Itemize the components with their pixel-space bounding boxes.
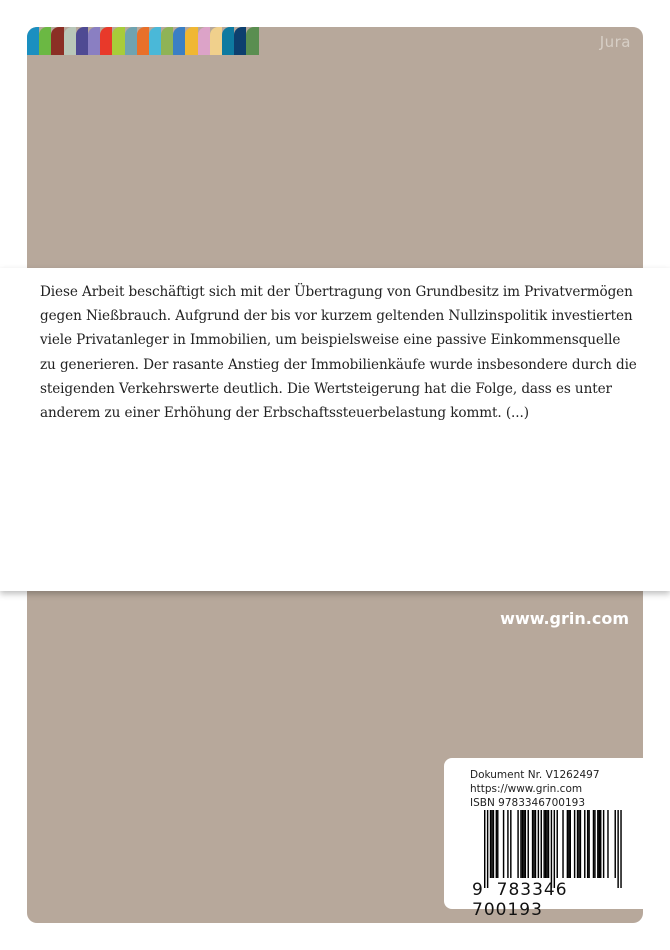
barcode-bar <box>490 810 491 878</box>
color-tab <box>234 27 246 55</box>
color-tab <box>51 27 63 55</box>
document-number: Dokument Nr. V1262497 <box>470 769 600 781</box>
category-label: Jura <box>599 33 631 51</box>
isbn-box <box>444 758 643 920</box>
color-tab <box>39 27 51 55</box>
color-tab <box>185 27 197 55</box>
barcode-bar <box>578 810 579 878</box>
barcode <box>484 810 624 888</box>
color-tab <box>64 27 76 55</box>
barcode-bar <box>546 810 547 878</box>
barcode-bar <box>594 810 595 878</box>
barcode-bar <box>541 810 542 878</box>
barcode-bar <box>487 810 488 888</box>
barcode-bar <box>503 810 504 878</box>
barcode-bar <box>520 810 521 878</box>
color-tab <box>161 27 173 55</box>
barcode-bar <box>535 810 536 878</box>
barcode-bar <box>588 810 589 878</box>
barcode-bar <box>568 810 569 878</box>
barcode-bar <box>574 810 575 878</box>
barcode-bar <box>584 810 585 878</box>
color-tab <box>173 27 185 55</box>
barcode-bar <box>493 810 494 878</box>
barcode-bar <box>538 810 539 878</box>
color-tabs <box>27 27 259 55</box>
barcode-bar <box>577 810 578 878</box>
barcode-bar <box>525 810 526 878</box>
barcode-bar <box>545 810 546 878</box>
color-tab <box>210 27 222 55</box>
blurb-text: Diese Arbeit beschäftigt sich mit der Übertragung von Grundbesitz im Privatvermögen gegen Nießbrauch. Aufgrund der bis vor kurzem geltenden Nullzinspolitik investierten viele Privatanleger in Immobilien, um beispielsweise eine passive Einkommensquelle zu generieren. Der rasante Anstieg der Immobilienkäufe wurde insbesondere durch die steigenden Verkehrswerte deutlich. Die Wertsteigerung hat die Folge, dass es unter anderem zu einer Erhöhung der Erbschaftssteuerbelastung kommt. (...) <box>40 284 637 422</box>
barcode-bar <box>567 810 568 878</box>
barcode-number <box>472 880 643 920</box>
barcode-bar <box>532 810 533 878</box>
color-tab <box>222 27 234 55</box>
barcode-bar <box>543 810 544 878</box>
barcode-bar <box>570 810 571 878</box>
barcode-bar <box>551 810 552 888</box>
barcode-bar <box>620 810 621 888</box>
color-tab <box>88 27 100 55</box>
color-tab <box>246 27 258 55</box>
barcode-first-digit: 9 <box>472 880 484 900</box>
barcode-bar <box>615 810 616 878</box>
barcode-bar <box>617 810 618 888</box>
color-tab <box>27 27 39 55</box>
barcode-bar <box>557 810 558 878</box>
barcode-bar <box>587 810 588 878</box>
url-text: https://www.grin.com <box>470 783 583 795</box>
barcode-bar <box>597 810 598 878</box>
barcode-bar <box>554 810 555 888</box>
barcode-bar <box>522 810 523 878</box>
color-tab <box>76 27 88 55</box>
color-tab <box>112 27 124 55</box>
color-tab <box>137 27 149 55</box>
barcode-bar <box>484 810 485 888</box>
barcode-bar <box>580 810 581 878</box>
barcode-bar <box>593 810 594 878</box>
barcode-bar <box>533 810 534 878</box>
barcode-bar <box>603 810 604 878</box>
barcode-bar <box>599 810 600 878</box>
barcode-digits: 783346 700193 <box>472 880 568 920</box>
barcode-bar <box>491 810 492 878</box>
color-tab <box>198 27 210 55</box>
color-tab <box>100 27 112 55</box>
barcode-bar <box>562 810 563 878</box>
color-tab <box>149 27 161 55</box>
barcode-bar <box>517 810 518 878</box>
barcode-bar <box>528 810 529 878</box>
barcode-bar <box>496 810 497 878</box>
barcode-bar <box>497 810 498 878</box>
color-tab <box>125 27 137 55</box>
barcode-bar <box>510 810 511 878</box>
barcode-bar <box>600 810 601 878</box>
barcode-bar <box>523 810 524 878</box>
barcode-bar <box>548 810 549 878</box>
barcode-bar <box>607 810 608 878</box>
barcode-bar <box>507 810 508 878</box>
isbn-text: ISBN 9783346700193 <box>470 797 586 809</box>
website-label: www.grin.com <box>500 609 629 628</box>
